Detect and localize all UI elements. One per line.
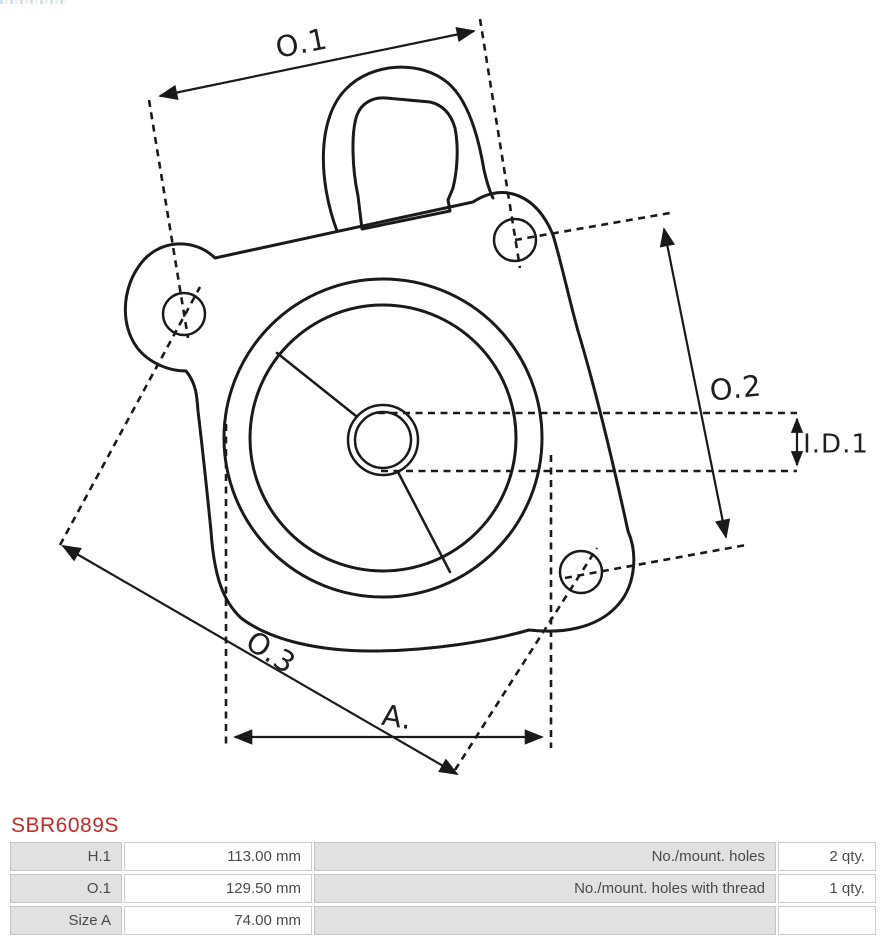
spec-row-o1 [10, 874, 876, 903]
flange-outline [125, 193, 633, 651]
spec-row-h1 [10, 842, 876, 871]
spec-dim-value: 113.00 mm [124, 842, 312, 871]
spec-dim-name: O.1 [10, 874, 122, 903]
spec-attr-value [778, 906, 876, 935]
spec-attr-name [314, 906, 776, 935]
spec-attr-name: No./mount. holes [314, 842, 776, 871]
dim-label-a: A. [379, 697, 416, 737]
spec-dim-name: H.1 [10, 842, 122, 871]
spec-attr-value: 1 qty. [778, 874, 876, 903]
spec-row-size-a [10, 906, 876, 935]
sector-line-lower [398, 472, 450, 572]
dim-label-id1: I.D.1 [803, 429, 869, 460]
product-code-link[interactable]: SBR6089S [11, 814, 119, 837]
ext-line-o2-bottom [565, 545, 746, 578]
spec-table [8, 839, 878, 938]
ext-line-o3-left [60, 287, 200, 545]
sector-line-upper [277, 353, 356, 416]
hub-inner-circle [355, 412, 411, 468]
dim-label-o1: O.1 [272, 21, 331, 65]
housing-outer-circle [224, 279, 542, 597]
dim-label-o3: O.3 [239, 623, 303, 681]
spec-dim-value: 129.50 mm [124, 874, 312, 903]
ext-line-o2-top [515, 213, 670, 240]
spec-attr-name: No./mount. holes with thread [314, 874, 776, 903]
top-loop-outer [323, 67, 493, 231]
spec-attr-value: 2 qty. [778, 842, 876, 871]
spec-dim-value: 74.00 mm [124, 906, 312, 935]
ext-line-o1-left [149, 100, 188, 338]
ext-line-o1-right [480, 19, 520, 268]
hub-outer-circle [348, 405, 418, 475]
housing-inner-circle [250, 305, 516, 571]
dim-label-o2: O.2 [707, 368, 764, 408]
spec-dim-name: Size A [10, 906, 122, 935]
